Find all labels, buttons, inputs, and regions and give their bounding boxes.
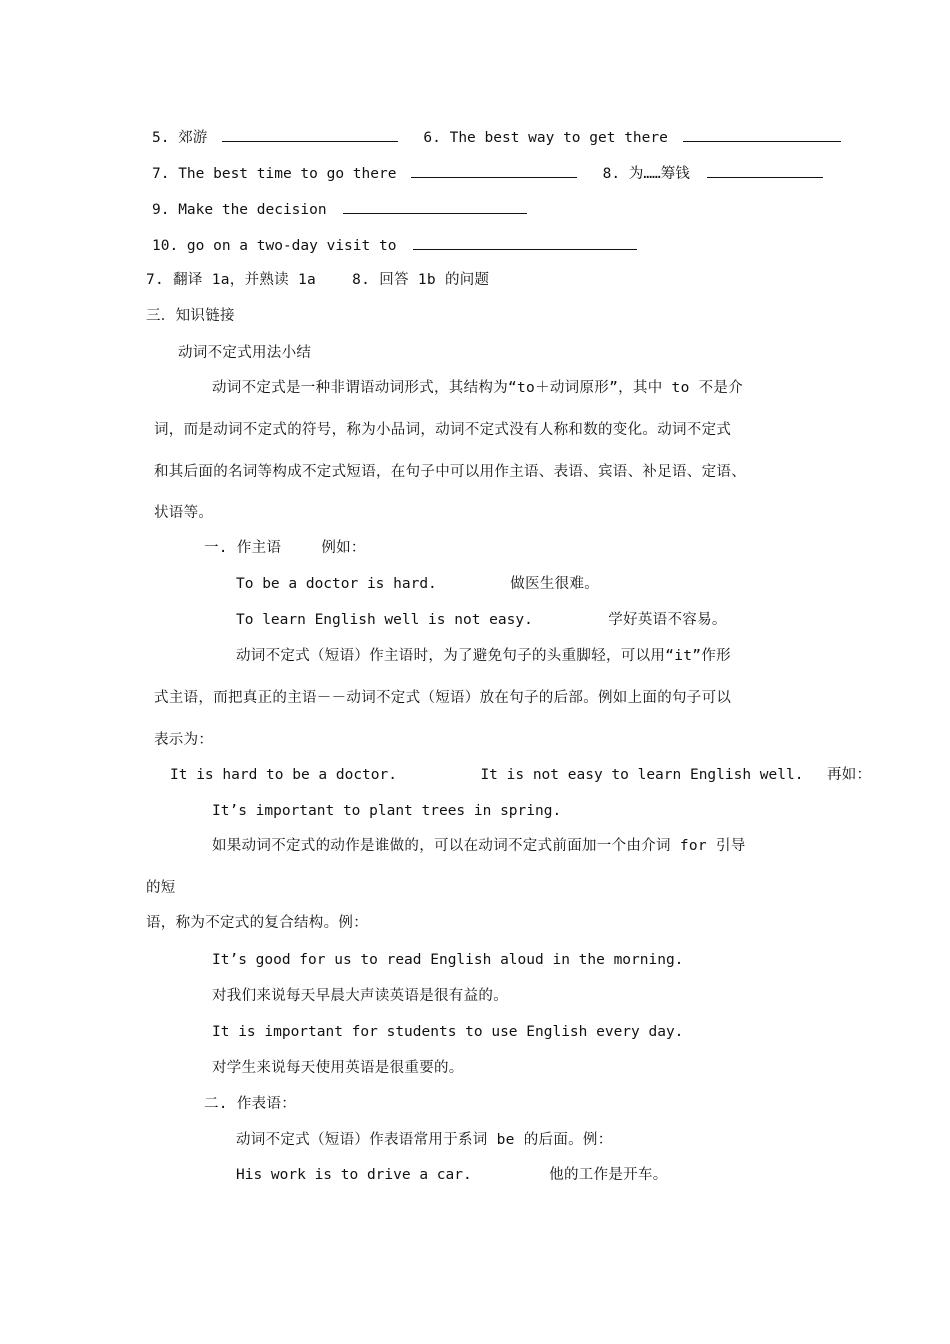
example-6-en: It’s good for us to read English aloud in the morning. <box>212 952 684 968</box>
example-4-en: It is not easy to learn English well. <box>480 767 804 783</box>
part1-example-label: 例如： <box>321 540 366 556</box>
exercise-row-5-6 <box>152 127 841 147</box>
part2-example-en: His work is to drive a car. <box>236 1167 472 1183</box>
example-2-en: To learn English well is not easy. <box>236 612 533 628</box>
answer-blank-10[interactable] <box>413 235 637 250</box>
example-7-en: It is important for students to use English every day. <box>212 1024 684 1040</box>
example-1-en: To be a doctor is hard. <box>236 576 437 592</box>
intro-line-2: 词，而是动词不定式的符号，称为小品词，动词不定式没有人称和数的变化。动词不定式 <box>154 422 732 438</box>
section-subtitle: 动词不定式用法小结 <box>178 345 312 361</box>
example-2-cn: 学好英语不容易。 <box>608 612 727 628</box>
intro-line-3: 和其后面的名词等构成不定式短语，在句子中可以用作主语、表语、宾语、补足语、定语、 <box>154 464 746 480</box>
note-line-2: 式主语，而把真正的主语－－动词不定式（短语）放在句子的后部。例如上面的句子可以 <box>154 690 732 706</box>
for-line-3: 语，称为不定式的复合结构。例： <box>146 915 368 931</box>
answer-blank-6[interactable] <box>683 127 841 142</box>
intro-line-4: 状语等。 <box>154 505 214 521</box>
task-8: 8. 回答 1b 的问题 <box>352 272 490 288</box>
exercise-item-5: 5. 郊游 <box>152 130 208 146</box>
exercise-item-6: 6. The best way to get there <box>423 130 668 146</box>
answer-blank-5[interactable] <box>222 127 398 142</box>
part2-example-row <box>236 1165 668 1185</box>
intro-line-1: 动词不定式是一种非谓语动词形式，其结构为“to＋动词原形”，其中 to 不是介 <box>212 380 744 396</box>
example-7-cn: 对学生来说每天使用英语是很重要的。 <box>212 1060 464 1076</box>
part1-heading-row <box>204 538 366 558</box>
part1-heading: 一. 作主语 <box>204 540 282 556</box>
answer-blank-7[interactable] <box>411 163 577 178</box>
answer-blank-8[interactable] <box>707 163 823 178</box>
example-row-3 <box>170 765 871 785</box>
example-5-en: It’s important to plant trees in spring. <box>212 803 562 819</box>
exercise-row-7-8 <box>152 163 823 183</box>
for-line-1: 如果动词不定式的动作是谁做的，可以在动词不定式前面加一个由介词 for 引导 <box>212 838 746 854</box>
part2-note: 动词不定式（短语）作表语常用于系词 be 的后面。例： <box>236 1132 613 1148</box>
example-1-cn: 做医生很难。 <box>510 576 600 592</box>
exercise-item-7: 7. The best time to go there <box>152 166 397 182</box>
exercise-row-9 <box>152 199 527 219</box>
example-6-cn: 对我们来说每天早晨大声读英语是很有益的。 <box>212 988 508 1004</box>
answer-blank-9[interactable] <box>343 199 527 214</box>
example-3-en: It is hard to be a doctor. <box>170 767 397 783</box>
task-row <box>146 270 489 290</box>
exercise-item-10: 10. go on a two-day visit to <box>152 238 397 254</box>
note-line-1: 动词不定式（短语）作主语时，为了避免句子的头重脚轻，可以用“it”作形 <box>236 648 731 664</box>
again-label: 再如： <box>826 767 872 783</box>
part2-example-cn: 他的工作是开车。 <box>549 1167 668 1183</box>
exercise-item-8: 8. 为……筹钱 <box>602 166 690 182</box>
task-7: 7. 翻译 1a，并熟读 1a <box>146 272 317 288</box>
for-line-2: 的短 <box>146 880 176 896</box>
note-line-3: 表示为： <box>154 732 214 748</box>
section-heading: 三．知识链接 <box>146 308 235 324</box>
part2-heading: 二. 作表语： <box>204 1096 297 1112</box>
exercise-row-10 <box>152 235 637 255</box>
example-row-1 <box>236 574 599 594</box>
example-row-2 <box>236 610 727 630</box>
exercise-item-9: 9. Make the decision <box>152 202 327 218</box>
